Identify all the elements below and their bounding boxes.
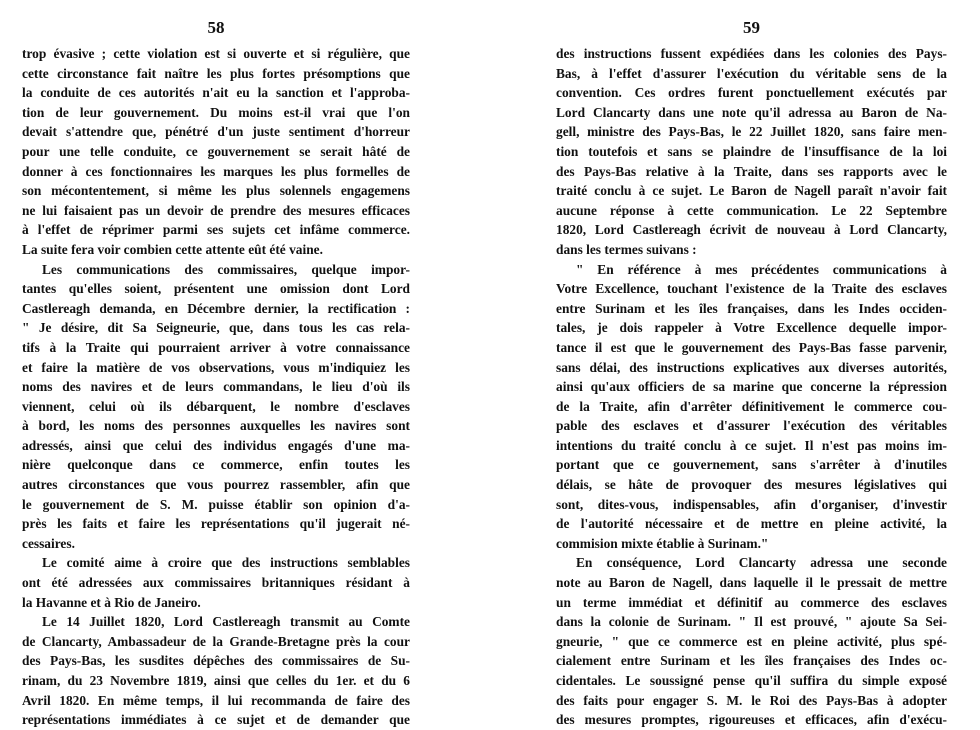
text-line: tion toutefois et sans se plaindre de l'insuffisance de la loi (556, 143, 947, 159)
text-line: des mesures promptes, rigoureuses et efficaces, afin d'exécu- (556, 712, 947, 728)
text-line: son mécontentement, si même les plus solennels engagemens (22, 183, 410, 199)
text-line: dans les termes suivans : (556, 241, 697, 257)
text-line: cidentales. Le soussigné pense qu'il suffira du simple exposé (556, 673, 947, 688)
text-line: nière quelconque dans ce commerce, enfin toutes les (22, 457, 410, 473)
text-line: entre Surinam et les îles françaises, dans les Indes occiden- (556, 300, 947, 316)
text-line: " En référence à mes précédentes communications à (576, 261, 947, 277)
text-line: la conduite de ces autorités n'ait eu la sanction et l'approba- (22, 85, 410, 101)
text-line: Votre Excellence, touchant l'existence de la Traite des esclaves (556, 281, 947, 297)
text-line: convention. Ces ordres furent ponctuellement exécutés par (556, 85, 947, 101)
text-line: délais, se hâte de provoquer des mesures législatives qui (556, 477, 947, 493)
text-line: un terme immédiat et définitif au commerce des esclaves (556, 594, 947, 610)
right-page (556, 0, 947, 728)
text-line: dans la colonie de Surinam. " Il est prouvé, " ajoute Sa Sei- (556, 614, 947, 630)
text-line: sont, dites-vous, indispensables, afin d'organiser, d'investir (556, 496, 947, 512)
text-line: trop évasive ; cette violation est si ouverte et si régulière, que (22, 46, 410, 61)
page-text (556, 44, 947, 730)
text-line: des Pays-Bas, les susdites dépêches des commissaires de Su- (22, 653, 410, 669)
text-line: de la Traite, afin d'arrêter définitivement le commerce cou- (556, 398, 947, 414)
text-line: traité conclu à ce sujet. Le Baron de Nagell paraît n'avoir fait (556, 183, 947, 199)
text-line: cialement entre Surinam et les îles françaises des Indes oc- (556, 653, 947, 669)
page-text (22, 44, 410, 730)
text-line: rinam, du 23 Novembre 1819, ainsi que celles du 1er. et du 6 (22, 673, 410, 688)
text-line: de Clancarty, Ambassadeur de la Grande-Bretagne près la cour (22, 633, 410, 649)
text-line: le gouvernement de S. M. puisse établir son opinion d'a- (22, 496, 410, 512)
page-number: 59 (743, 18, 760, 37)
text-line: donner à ces fonctionnaires les marques les plus formelles de (22, 163, 410, 179)
text-line: des instructions fussent expédiées dans les colonies des Pays- (556, 46, 947, 61)
text-line: sans délai, des instructions explicatives aux diverses autorités, (556, 359, 947, 375)
text-line: 1820, Lord Castlereagh écrivit de nouveau à Lord Clancarty, (556, 222, 947, 238)
text-line: cette circonstance fait naître les plus fortes présomptions que (22, 65, 410, 81)
text-line: intentions du traité conclu à ce sujet. Il n'est pas moins im- (556, 437, 947, 453)
text-line: aucune réponse à cette communication. Le 22 Septembre (556, 202, 947, 218)
text-line: Castlereagh demanda, en Décembre dernier, la rectification : (22, 300, 410, 316)
text-line: ne lui faisaient pas un devoir de prendre des mesures efficaces (22, 202, 410, 218)
text-line: cessaires. (22, 535, 75, 551)
text-line: des Pays-Bas relative à la Traite, dans ses rapports avec le (556, 163, 947, 179)
text-line: La suite fera voir combien cette attente eût été vaine. (22, 241, 323, 257)
text-line: gneurie, " que ce commerce est en pleine activité, plus spé- (556, 633, 947, 649)
text-line: Le 14 Juillet 1820, Lord Castlereagh transmit au Comte (42, 614, 410, 630)
text-line: la Havanne et à Rio de Janeiro. (22, 594, 201, 610)
text-line: En conséquence, Lord Clancarty adressa une seconde (576, 555, 947, 571)
text-line: pable des esclaves et d'assurer l'exécution des véritables (556, 418, 947, 434)
text-line: Lord Clancarty dans une note qu'il adressa au Baron de Na- (556, 104, 947, 120)
text-line: portant que ce gouvernement, sans s'arrêter à d'inutiles (556, 457, 947, 473)
text-line: de l'autorité nécessaire et de mettre en pleine activité, la (556, 516, 947, 532)
text-line: tifs à la Traite qui pourraient arriver à votre connaissance (22, 339, 410, 355)
text-line: ont été adressées aux commissaires britanniques résidant à (22, 575, 410, 591)
text-line: Les communications des commissaires, quelque impor- (42, 261, 410, 277)
text-line: à bord, les noms des personnes auxquelles les navires sont (22, 418, 410, 434)
left-page (22, 0, 410, 728)
text-line: Avril 1820. En même temps, il lui recommanda de faire des (22, 692, 410, 708)
text-line: " Je désire, dit Sa Seigneurie, que, dans tous les cas rela- (22, 320, 410, 336)
text-line: tion de leur gouvernement. Du moins est-il vrai que l'on (22, 104, 410, 120)
text-line: Bas, à l'effet d'assurer l'exécution du véritable sens de la (556, 65, 947, 81)
text-line: pour une telle conduite, ce gouvernement se serait hâté de (22, 143, 410, 159)
text-line: tales, je dois rappeler à Votre Excellence dequelle impor- (556, 320, 947, 336)
text-line: adressés, ainsi que celui des individus engagés d'une ma- (22, 437, 410, 453)
text-line: noms des navires et de leurs commandans, le lieu d'où ils (22, 379, 410, 395)
text-line: viennent, celui où ils débarquent, le nombre d'esclaves (22, 398, 410, 414)
text-line: note au Baron de Nagell, dans laquelle il le pressait de mettre (556, 575, 947, 591)
text-line: tantes qu'elles soient, présentent une omission dont Lord (22, 281, 410, 297)
text-line: Le comité aime à croire que des instructions semblables (42, 555, 410, 571)
text-line: des faits pour engager S. M. le Roi des Pays-Bas à adopter (556, 692, 947, 708)
text-line: gell, ministre des Pays-Bas, le 22 Juillet 1820, sans faire men- (556, 124, 947, 140)
page-number: 58 (207, 18, 225, 37)
text-line: et faire la matière de vos observations, vous m'indiquiez les (22, 359, 410, 375)
text-line: ainsi qu'aux officiers de sa marine que concerne la répression (556, 379, 947, 395)
text-line: tance il est que le gouvernement des Pays-Bas fasse parvenir, (556, 339, 947, 355)
text-line: près les faits et faire les représentations qu'il jugerait né- (22, 516, 410, 532)
text-line: commision mixte établie à Surinam." (556, 535, 769, 551)
text-line: à l'effet de réprimer parmi ses sujets cet infâme commerce. (22, 222, 410, 238)
text-line: devait s'attendre que, pénétré d'un juste sentiment d'horreur (22, 124, 410, 140)
text-line: autres circonstances que vous pourrez rassembler, afin que (22, 477, 410, 493)
text-line: représentations immédiates à ce sujet et de demander que (22, 712, 410, 728)
